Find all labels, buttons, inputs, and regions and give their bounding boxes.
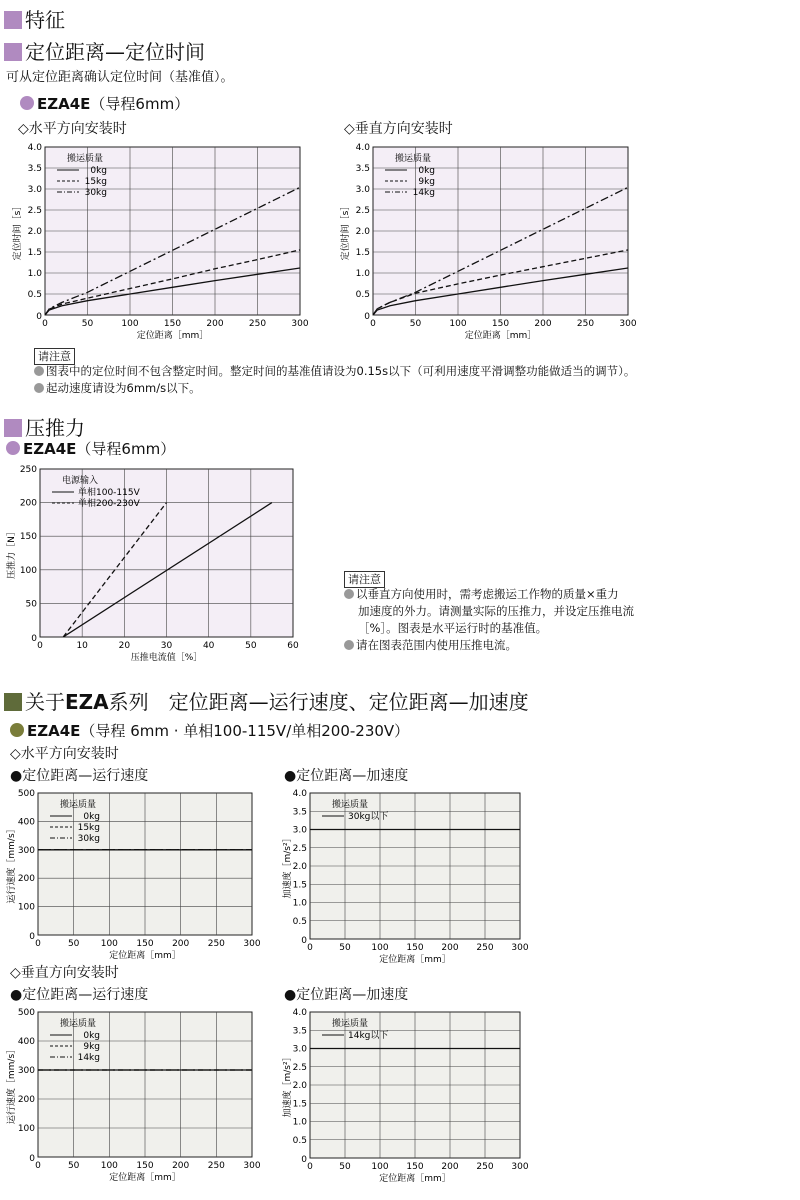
legend-label: 单相200-230V [78, 499, 140, 509]
chart-accel-horizontal [280, 786, 540, 965]
y-tick-label: 1.0 [292, 1117, 307, 1128]
y-tick-label: 300 [17, 845, 35, 856]
section-heading-features [4, 4, 65, 33]
y-tick-label: 400 [17, 817, 35, 828]
legend-label: 14kg以下 [348, 1031, 389, 1041]
purple-square-icon [4, 419, 22, 437]
legend-title: 搬运质量 [395, 154, 432, 164]
y-tick-label: 200 [19, 498, 37, 509]
y-tick-label: 3.0 [27, 185, 42, 195]
notice-block-2 [344, 568, 385, 588]
notice-item [34, 363, 635, 380]
y-tick-label: 500 [17, 1008, 35, 1018]
model-name: EZA4E [23, 440, 77, 458]
x-tick-label: 100 [371, 943, 389, 953]
purple-square-icon [4, 43, 22, 61]
origin-label: 0 [364, 312, 370, 322]
x-tick-label: 50 [339, 943, 351, 953]
x-axis-label: 定位距离［mm］ [464, 331, 537, 341]
legend-label: 0kg [83, 812, 100, 822]
y-tick-label: 2.5 [27, 206, 42, 216]
y-tick-label: 1.0 [355, 269, 370, 279]
y-tick-label: 0.5 [27, 290, 42, 300]
y-tick-label: 4.0 [355, 143, 370, 153]
y-tick-label: 2.5 [292, 843, 307, 854]
y-tick-label: 3.5 [292, 807, 307, 818]
notice-item [34, 380, 201, 397]
y-axis-label: 定位时间［s］ [13, 201, 23, 261]
x-tick-label: 50 [81, 319, 94, 329]
origin-label: 0 [301, 936, 307, 946]
legend-label: 单相100-115V [78, 488, 140, 498]
x-tick-label: 0 [370, 319, 376, 329]
y-tick-label: 2.0 [355, 227, 370, 237]
legend-label: 15kg [77, 823, 100, 833]
notice-text: 图表中的定位时间不包含整定时间。整定时间的基准值请设为0.15s以下（可利用速度平滑调整功能做适当的调节）。 [46, 364, 636, 378]
y-tick-label: 2.0 [27, 227, 42, 237]
speed-chart-title: ●定位距离—运行速度 [10, 987, 149, 1003]
bullet-icon [344, 589, 354, 599]
x-axis-label: 定位距离［mm］ [136, 331, 209, 341]
legend-label: 30kg [77, 834, 100, 844]
legend-label: 14kg [412, 188, 435, 198]
y-axis-label: 运行速度［mm/s］ [7, 824, 17, 904]
notice-label: 请注意 [34, 348, 75, 365]
section-heading-pos-time [4, 36, 205, 65]
x-tick-label: 20 [118, 641, 131, 651]
y-tick-label: 3.0 [292, 825, 307, 836]
legend-title: 搬运质量 [60, 800, 97, 810]
chart-accel-vertical [280, 1005, 540, 1184]
origin-label: 0 [301, 1155, 307, 1165]
lead-text: （导程6mm） [90, 95, 190, 113]
x-tick-label: 200 [441, 943, 459, 953]
y-tick-label: 50 [25, 599, 37, 610]
y-tick-label: 500 [17, 789, 35, 799]
chart-positioning-time-vertical [338, 140, 648, 345]
x-tick-label: 200 [206, 319, 224, 329]
x-tick-label: 300 [243, 939, 261, 949]
y-tick-label: 2.0 [292, 1081, 307, 1091]
bullet-icon [34, 383, 44, 393]
legend-title: 搬运质量 [60, 1019, 97, 1029]
purple-square-icon [4, 11, 22, 29]
x-tick-label: 200 [172, 1161, 190, 1171]
y-axis-label: 运行速度［mm/s］ [7, 1044, 17, 1125]
notice-text: 起动速度请设为6mm/s以下。 [46, 381, 201, 395]
x-tick-label: 250 [248, 319, 267, 329]
x-tick-label: 50 [245, 641, 257, 651]
heading-text: 系列 定位距离—运行速度、定位距离—加速度 [108, 690, 529, 714]
y-tick-label: 150 [19, 532, 37, 543]
notice-text: 以垂直方向使用时，需考虑搬运工作物的质量×重力 [356, 587, 619, 601]
legend-label: 0kg [418, 166, 435, 176]
heading-text: 特征 [25, 8, 65, 32]
x-tick-label: 250 [476, 1162, 494, 1172]
notice-item: ［%］。图表是水平运行时的基准值。 [358, 621, 548, 635]
y-tick-label: 1.0 [292, 898, 307, 909]
x-tick-label: 10 [76, 641, 88, 651]
y-tick-label: 2.0 [292, 862, 307, 872]
y-tick-label: 200 [17, 874, 35, 885]
olive-dot-icon [10, 723, 24, 737]
y-tick-label: 4.0 [292, 789, 307, 799]
legend-title: 搬运质量 [332, 1019, 369, 1029]
accel-chart-title: ●定位距离—加速度 [284, 768, 409, 784]
purple-dot-icon [20, 96, 34, 110]
notice-block-1 [34, 345, 75, 365]
y-tick-label: 1.0 [27, 269, 42, 279]
x-tick-label: 100 [449, 319, 467, 329]
x-tick-label: 0 [35, 1161, 41, 1171]
legend-label: 0kg [90, 166, 107, 176]
model-subheading-1 [20, 93, 189, 114]
x-tick-label: 0 [307, 1162, 313, 1172]
accel-chart-title: ●定位距离—加速度 [284, 987, 409, 1003]
vertical-mount-label: ◇垂直方向安装时 [344, 121, 453, 137]
y-tick-label: 3.0 [355, 185, 370, 195]
model-subheading-3 [10, 720, 409, 741]
y-tick-label: 1.5 [292, 1099, 307, 1110]
legend-label: 9kg [418, 177, 435, 187]
notice-text: 请在图表范围内使用压推电流。 [356, 638, 517, 652]
y-axis-label: 压推力［N］ [7, 527, 17, 579]
y-axis-label: 定位时间［s］ [341, 201, 351, 261]
x-tick-label: 250 [476, 943, 494, 953]
heading-text: 关于 [25, 690, 65, 714]
model-name: EZA4E [37, 95, 91, 113]
chart-speed-vertical [4, 1005, 264, 1183]
purple-dot-icon [6, 441, 20, 455]
lead-text: （导程6mm） [76, 440, 176, 458]
legend-label: 30kg以下 [348, 812, 389, 822]
y-tick-label: 1.5 [355, 248, 370, 258]
chart-speed-horizontal [4, 786, 264, 961]
x-tick-label: 50 [67, 1161, 80, 1171]
section-heading-eza-series [4, 686, 529, 715]
origin-label: 0 [29, 1154, 35, 1164]
y-tick-label: 100 [17, 1124, 35, 1134]
pos-time-description: 可从定位距离确认定位时间（基准值）。 [6, 70, 234, 85]
x-tick-label: 0 [35, 939, 41, 949]
notice-item [344, 637, 517, 654]
y-tick-label: 4.0 [27, 143, 42, 153]
bullet-icon [344, 640, 354, 650]
notice-label: 请注意 [344, 571, 385, 588]
origin-label: 0 [31, 634, 37, 644]
x-axis-label: 定位距离［mm］ [109, 951, 181, 961]
y-axis-label: 加速度［m/s²］ [283, 1052, 293, 1118]
x-tick-label: 200 [534, 319, 552, 329]
vertical-mount-label: ◇垂直方向安装时 [10, 965, 119, 981]
legend-label: 9kg [83, 1042, 100, 1052]
y-tick-label: 3.0 [292, 1044, 307, 1055]
y-tick-label: 2.5 [355, 206, 370, 216]
lead-text: （导程 6mm · 单相100-115V/单相200-230V） [80, 722, 410, 740]
x-tick-label: 250 [207, 939, 225, 949]
y-tick-label: 2.5 [292, 1062, 307, 1073]
speed-chart-title: ●定位距离—运行速度 [10, 768, 149, 784]
y-tick-label: 100 [17, 902, 35, 913]
x-tick-label: 100 [121, 319, 139, 329]
olive-square-icon [4, 693, 22, 711]
origin-label: 0 [29, 932, 35, 942]
notice-item: 加速度的外力。请测量实际的压推力，并设定压推电流 [358, 604, 634, 618]
legend-title: 搬运质量 [332, 800, 369, 810]
x-tick-label: 40 [202, 641, 215, 651]
y-tick-label: 3.5 [27, 164, 42, 174]
x-tick-label: 0 [37, 641, 43, 651]
x-axis-label: 定位距离［mm］ [379, 955, 451, 965]
x-tick-label: 250 [576, 319, 595, 329]
horizontal-mount-label: ◇水平方向安装时 [18, 121, 127, 137]
y-tick-label: 1.5 [27, 248, 42, 258]
x-axis-label: 定位距离［mm］ [109, 1173, 181, 1183]
x-tick-label: 200 [172, 939, 190, 949]
y-tick-label: 1.5 [292, 880, 307, 891]
y-tick-label: 250 [19, 465, 37, 475]
x-tick-label: 150 [406, 1162, 424, 1172]
horizontal-mount-label: ◇水平方向安装时 [10, 746, 119, 762]
y-tick-label: 0.5 [355, 290, 370, 300]
x-tick-label: 50 [67, 939, 80, 949]
x-axis-label: 压推电流值［%］ [130, 653, 203, 663]
y-tick-label: 3.5 [355, 164, 370, 174]
x-tick-label: 300 [243, 1161, 261, 1171]
x-tick-label: 50 [339, 1162, 351, 1172]
legend-label: 0kg [83, 1031, 100, 1041]
legend-title: 电源输入 [62, 476, 99, 486]
heading-text: 压推力 [25, 416, 85, 440]
x-tick-label: 300 [619, 319, 637, 329]
heading-text: 定位距离—定位时间 [25, 40, 205, 64]
model-subheading-2 [6, 438, 175, 459]
y-tick-label: 0.5 [292, 916, 307, 927]
y-tick-label: 200 [17, 1095, 35, 1105]
section-heading-push-force [4, 412, 85, 441]
x-tick-label: 150 [136, 1161, 154, 1171]
x-tick-label: 300 [511, 1162, 529, 1172]
y-tick-label: 3.5 [292, 1026, 307, 1037]
x-axis-label: 定位距离［mm］ [379, 1174, 451, 1184]
series-name: EZA [65, 690, 109, 714]
x-tick-label: 50 [409, 319, 422, 329]
chart-push-force [4, 462, 314, 667]
x-tick-label: 250 [207, 1161, 225, 1171]
x-tick-label: 150 [136, 939, 154, 949]
origin-label: 0 [36, 312, 42, 322]
y-tick-label: 400 [17, 1037, 35, 1047]
x-tick-label: 30 [160, 641, 173, 651]
legend-label: 15kg [84, 177, 107, 187]
x-tick-label: 300 [511, 943, 529, 953]
legend-title: 搬运质量 [67, 154, 104, 164]
x-tick-label: 60 [287, 641, 299, 651]
x-tick-label: 200 [441, 1162, 459, 1172]
legend-label: 30kg [84, 188, 107, 198]
chart-positioning-time-horizontal [10, 140, 320, 345]
x-tick-label: 100 [100, 939, 118, 949]
x-tick-label: 150 [406, 943, 424, 953]
bullet-icon [34, 366, 44, 376]
x-tick-label: 150 [491, 319, 510, 329]
y-tick-label: 0.5 [292, 1135, 307, 1146]
model-name: EZA4E [27, 722, 81, 740]
x-tick-label: 100 [371, 1162, 389, 1172]
x-tick-label: 0 [307, 943, 313, 953]
x-tick-label: 0 [42, 319, 48, 329]
x-tick-label: 150 [163, 319, 182, 329]
y-tick-label: 4.0 [292, 1008, 307, 1018]
x-tick-label: 300 [291, 319, 309, 329]
notice-item [344, 586, 619, 603]
legend-label: 14kg [77, 1053, 100, 1063]
y-axis-label: 加速度［m/s²］ [283, 833, 293, 899]
y-tick-label: 300 [17, 1066, 35, 1076]
x-tick-label: 100 [100, 1161, 118, 1171]
y-tick-label: 100 [19, 565, 37, 576]
